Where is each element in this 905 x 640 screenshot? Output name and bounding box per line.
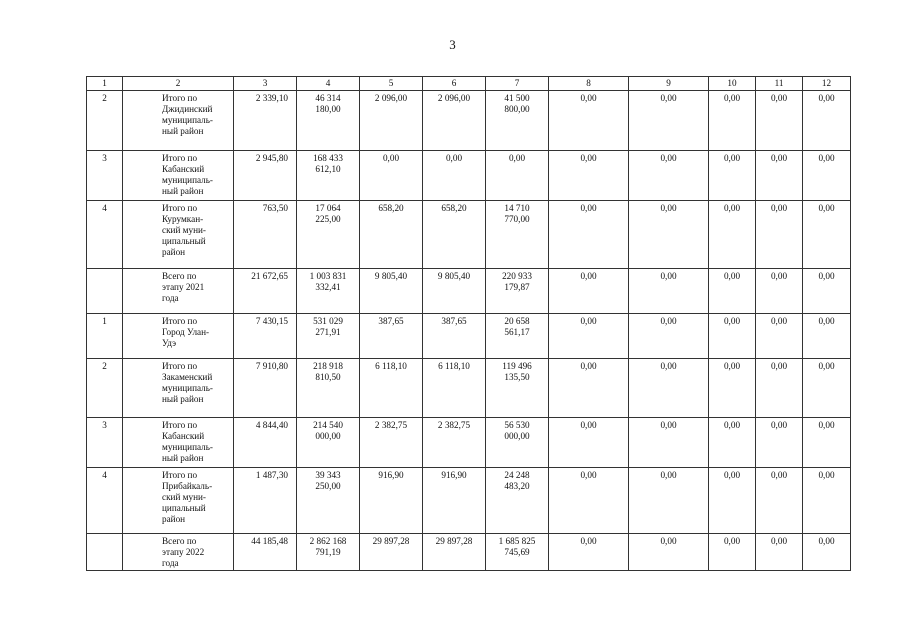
value-cell: 2 096,00: [423, 91, 486, 151]
value-cell: 531 029 271,91: [297, 314, 360, 359]
value-cell: 0,00: [803, 151, 851, 201]
value-cell: 0,00: [803, 359, 851, 418]
table-row: [87, 418, 851, 468]
value-cell: 0,00: [756, 359, 803, 418]
value-cell: 0,00: [549, 418, 629, 468]
value-cell: 6 118,10: [360, 359, 423, 418]
table-row: [87, 359, 851, 418]
table-header-row: [87, 77, 851, 91]
value-cell: 218 918 810,50: [297, 359, 360, 418]
column-header: 6: [423, 77, 486, 91]
value-cell: 9 805,40: [360, 269, 423, 314]
column-header: 5: [360, 77, 423, 91]
value-cell: 0,00: [756, 151, 803, 201]
value-cell: 0,00: [629, 201, 709, 269]
row-label-cell: Итого по Курумкан- ский муни- ципальный район: [123, 201, 234, 269]
value-cell: 44 185,48: [234, 534, 297, 571]
value-cell: 0,00: [629, 418, 709, 468]
value-cell: 0,00: [629, 269, 709, 314]
value-cell: 387,65: [423, 314, 486, 359]
row-number-cell: 4: [87, 468, 123, 534]
column-header: 12: [803, 77, 851, 91]
value-cell: 2 382,75: [360, 418, 423, 468]
value-cell: 0,00: [756, 91, 803, 151]
row-label-cell: Итого по Город Улан- Удэ: [123, 314, 234, 359]
table-row: [87, 91, 851, 151]
value-cell: 14 710 770,00: [486, 201, 549, 269]
column-header: 10: [709, 77, 756, 91]
value-cell: 0,00: [549, 468, 629, 534]
value-cell: 0,00: [709, 418, 756, 468]
value-cell: 7 910,80: [234, 359, 297, 418]
value-cell: 0,00: [549, 151, 629, 201]
row-number-cell: 2: [87, 359, 123, 418]
value-cell: 0,00: [709, 534, 756, 571]
column-header: 9: [629, 77, 709, 91]
value-cell: 21 672,65: [234, 269, 297, 314]
table-row: [87, 269, 851, 314]
column-header: 11: [756, 77, 803, 91]
value-cell: 0,00: [549, 269, 629, 314]
value-cell: 29 897,28: [423, 534, 486, 571]
column-header: 8: [549, 77, 629, 91]
column-header: 7: [486, 77, 549, 91]
value-cell: 387,65: [360, 314, 423, 359]
column-header: 3: [234, 77, 297, 91]
row-number-cell: 3: [87, 418, 123, 468]
value-cell: 0,00: [756, 314, 803, 359]
value-cell: 1 685 825 745,69: [486, 534, 549, 571]
value-cell: 0,00: [360, 151, 423, 201]
value-cell: 29 897,28: [360, 534, 423, 571]
value-cell: 0,00: [709, 314, 756, 359]
row-number-cell: [87, 534, 123, 571]
value-cell: 0,00: [756, 201, 803, 269]
value-cell: 0,00: [803, 418, 851, 468]
value-cell: 0,00: [629, 151, 709, 201]
value-cell: 0,00: [629, 359, 709, 418]
row-number-cell: 1: [87, 314, 123, 359]
value-cell: 0,00: [549, 91, 629, 151]
page-number: 3: [449, 37, 456, 52]
value-cell: 0,00: [803, 201, 851, 269]
value-cell: 0,00: [756, 534, 803, 571]
value-cell: 24 248 483,20: [486, 468, 549, 534]
value-cell: 1 487,30: [234, 468, 297, 534]
value-cell: 0,00: [709, 359, 756, 418]
value-cell: 0,00: [549, 534, 629, 571]
value-cell: 0,00: [709, 91, 756, 151]
row-label-cell: Итого по Кабанский муниципаль- ный район: [123, 151, 234, 201]
value-cell: 2 945,80: [234, 151, 297, 201]
value-cell: 41 500 800,00: [486, 91, 549, 151]
value-cell: 46 314 180,00: [297, 91, 360, 151]
row-label-cell: Итого по Закаменский муниципаль- ный район: [123, 359, 234, 418]
value-cell: 56 530 000,00: [486, 418, 549, 468]
value-cell: 7 430,15: [234, 314, 297, 359]
value-cell: 0,00: [629, 91, 709, 151]
value-cell: 0,00: [549, 314, 629, 359]
value-cell: 220 933 179,87: [486, 269, 549, 314]
value-cell: 0,00: [803, 468, 851, 534]
value-cell: 0,00: [709, 201, 756, 269]
value-cell: 0,00: [629, 468, 709, 534]
column-header: 4: [297, 77, 360, 91]
value-cell: 4 844,40: [234, 418, 297, 468]
value-cell: 0,00: [803, 91, 851, 151]
value-cell: 658,20: [360, 201, 423, 269]
row-label-cell: Итого по Прибайкаль- ский муни- ципальный район: [123, 468, 234, 534]
value-cell: 0,00: [549, 201, 629, 269]
value-cell: 0,00: [803, 314, 851, 359]
table-body: [87, 77, 851, 571]
value-cell: 0,00: [709, 151, 756, 201]
value-cell: 0,00: [709, 468, 756, 534]
column-header: 1: [87, 77, 123, 91]
value-cell: 168 433 612,10: [297, 151, 360, 201]
value-cell: 0,00: [629, 314, 709, 359]
value-cell: 0,00: [423, 151, 486, 201]
value-cell: 0,00: [709, 269, 756, 314]
value-cell: 0,00: [803, 269, 851, 314]
value-cell: 39 343 250,00: [297, 468, 360, 534]
row-number-cell: [87, 269, 123, 314]
value-cell: 20 658 561,17: [486, 314, 549, 359]
value-cell: 9 805,40: [423, 269, 486, 314]
row-number-cell: 4: [87, 201, 123, 269]
value-cell: 119 496 135,50: [486, 359, 549, 418]
value-cell: 0,00: [629, 534, 709, 571]
value-cell: 2 382,75: [423, 418, 486, 468]
value-cell: 2 339,10: [234, 91, 297, 151]
value-cell: 0,00: [756, 418, 803, 468]
value-cell: 6 118,10: [423, 359, 486, 418]
value-cell: 17 064 225,00: [297, 201, 360, 269]
table-row: [87, 201, 851, 269]
row-label-cell: Всего по этапу 2022 года: [123, 534, 234, 571]
row-number-cell: 2: [87, 91, 123, 151]
column-header: 2: [123, 77, 234, 91]
table-row: [87, 314, 851, 359]
row-label-cell: Всего по этапу 2021 года: [123, 269, 234, 314]
value-cell: 658,20: [423, 201, 486, 269]
value-cell: 0,00: [756, 468, 803, 534]
table-row: [87, 534, 851, 571]
value-cell: 0,00: [803, 534, 851, 571]
value-cell: 0,00: [549, 359, 629, 418]
value-cell: 214 540 000,00: [297, 418, 360, 468]
row-label-cell: Итого по Джидинский муниципаль- ный район: [123, 91, 234, 151]
table-row: [87, 468, 851, 534]
row-label-cell: Итого по Кабанский муниципаль- ный район: [123, 418, 234, 468]
value-cell: 1 003 831 332,41: [297, 269, 360, 314]
table-row: [87, 151, 851, 201]
value-cell: 916,90: [423, 468, 486, 534]
value-cell: 0,00: [756, 269, 803, 314]
value-cell: 916,90: [360, 468, 423, 534]
data-table: [86, 76, 851, 571]
value-cell: 2 862 168 791,19: [297, 534, 360, 571]
value-cell: 2 096,00: [360, 91, 423, 151]
value-cell: 0,00: [486, 151, 549, 201]
row-number-cell: 3: [87, 151, 123, 201]
value-cell: 763,50: [234, 201, 297, 269]
